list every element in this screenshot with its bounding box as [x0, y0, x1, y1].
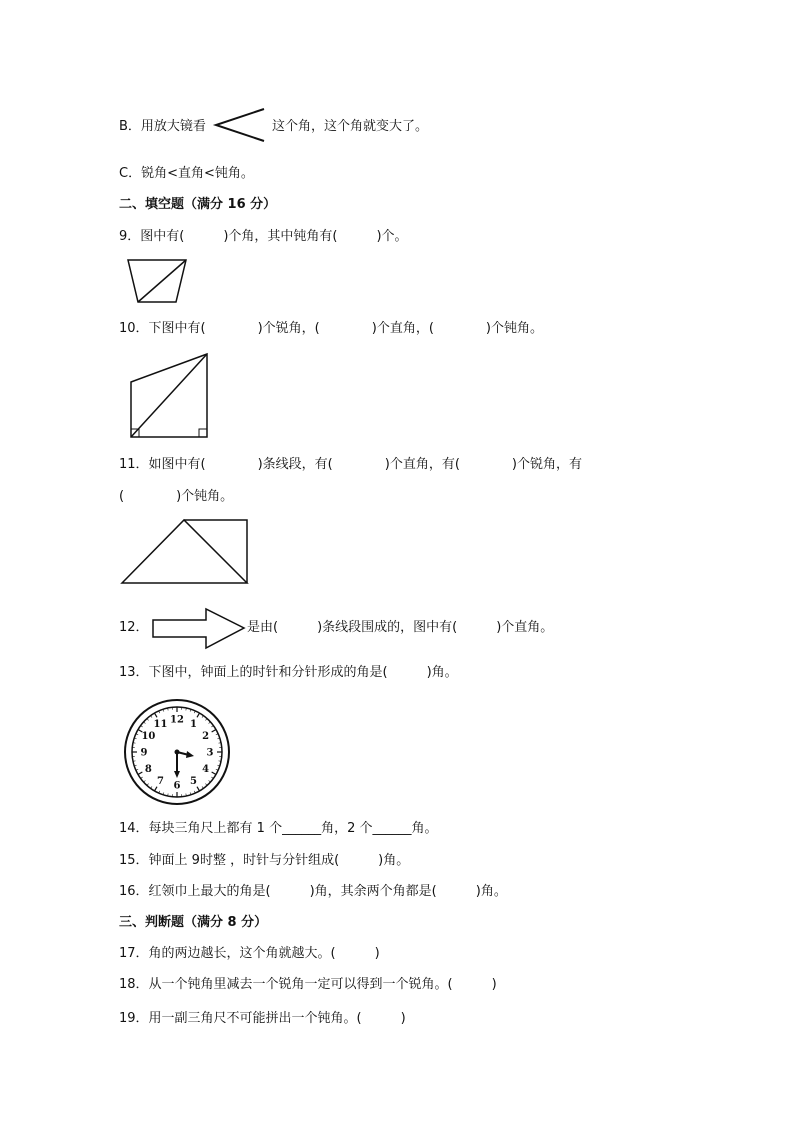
- section-fill-blank-heading: 二、填空题（满分 16 分）: [119, 197, 277, 212]
- question-10: 10．下图中有( )个锐角，( )个直角，( )个钝角。: [119, 321, 543, 336]
- angle-figure: [212, 107, 268, 143]
- question-19: 19．用一副三角尺不可能拼出一个钝角。( ): [119, 1011, 406, 1026]
- question-11-line-2: ( )个钝角。: [119, 489, 234, 504]
- section-true-false-heading: 三、判断题（满分 8 分）: [119, 915, 268, 930]
- option-b: [119, 118, 206, 136]
- question-14: 14．每块三角尺上都有 1 个______角，2 个______角。: [119, 821, 438, 836]
- clock-number: 9: [140, 747, 148, 759]
- option-c: C．锐角<直角<钝角。: [119, 166, 254, 181]
- option-b-text-1: B．用放大镜看: [119, 119, 206, 134]
- clock-center: [175, 750, 180, 755]
- quadrilateral-figure: [128, 352, 212, 440]
- arrow-figure: [150, 606, 248, 652]
- question-18: 18．从一个钝角里减去一个锐角一定可以得到一个锐角。( ): [119, 977, 497, 992]
- question-11-line-1: 11．如图中有( )条线段，有( )个直角，有( )个锐角，有: [119, 457, 582, 472]
- clock-number: 2: [202, 731, 210, 742]
- clock-number: 11: [153, 718, 168, 730]
- clock-number: 10: [141, 731, 156, 742]
- clock-number: 4: [202, 764, 210, 775]
- option-b-tail: [272, 118, 428, 136]
- triangle-square-figure: [119, 518, 251, 586]
- clock-number: 8: [144, 764, 152, 775]
- question-13: 13．下图中，钟面上的时针和分针形成的角是( )角。: [119, 665, 458, 680]
- question-9: 9．图中有( )个角，其中钝角有( )个。: [119, 229, 408, 244]
- question-15: 15．钟面上 9时整 ，时针与分针组成( )角。: [119, 853, 410, 868]
- question-17: 17．角的两边越长，这个角就越大。( ): [119, 946, 380, 961]
- clock-number: 5: [190, 776, 197, 788]
- question-12-prefix: 12．: [119, 620, 149, 635]
- question-16: 16．红领巾上最大的角是( )角，其余两个角都是( )角。: [119, 884, 507, 899]
- clock-number: 3: [206, 747, 214, 759]
- clock-number: 7: [157, 776, 164, 788]
- clock-number: 1: [190, 718, 197, 730]
- clock-number: 12: [170, 714, 184, 726]
- question-12-text: 是由( )条线段围成的，图中有( )个直角。: [247, 620, 554, 635]
- clock-number: 6: [173, 780, 181, 792]
- option-b-text-2: 这个角，这个角就变大了。: [272, 119, 429, 134]
- clock-figure: [122, 697, 232, 807]
- trapezoid-figure: [125, 258, 189, 304]
